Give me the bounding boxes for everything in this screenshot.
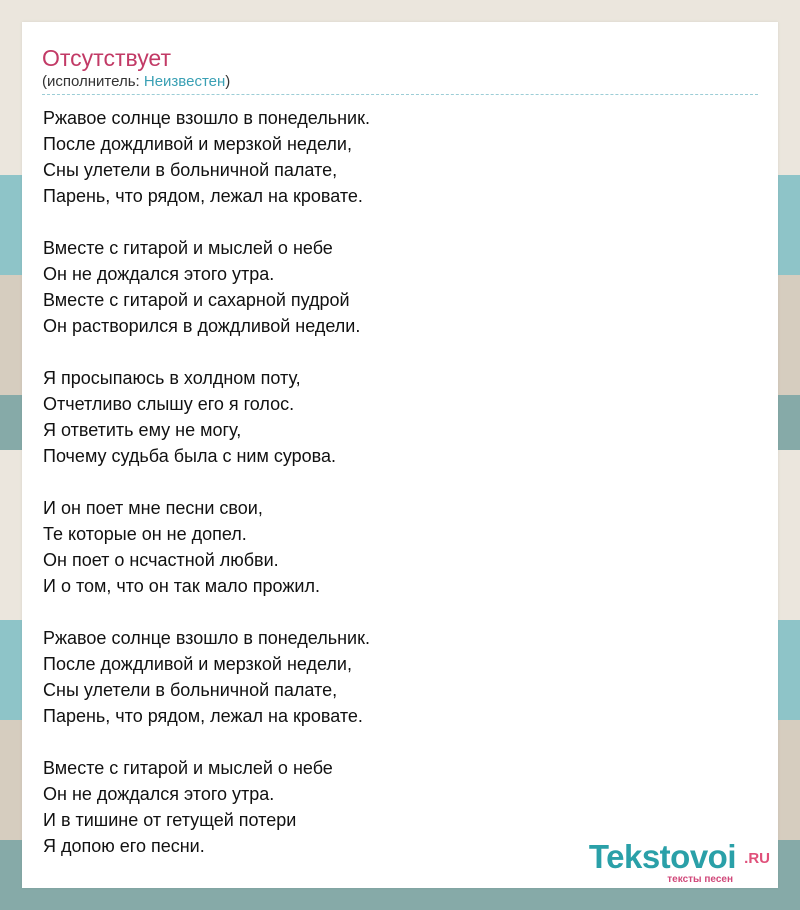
- performer-line: [42, 73, 230, 91]
- logo-tld: .RU: [744, 850, 770, 867]
- lyric-line: Парень, что рядом, лежал на кровате.: [43, 186, 363, 206]
- lyric-line: Вместе с гитарой и мыслей о небе: [43, 238, 333, 258]
- lyric-line: Я ответить ему не могу,: [43, 420, 242, 440]
- performer-prefix: (исполнитель:: [42, 73, 144, 90]
- lyric-line: Сны улетели в больничной палате,: [43, 680, 338, 700]
- lyric-line: Он не дождался этого утра.: [43, 784, 275, 804]
- header-divider: [42, 94, 758, 95]
- lyric-line: После дождливой и мерзкой недели,: [43, 134, 352, 154]
- lyric-line: Сны улетели в больничной палате,: [43, 160, 338, 180]
- performer-link[interactable]: Неизвестен: [143, 73, 226, 90]
- lyric-line: Он не дождался этого утра.: [43, 264, 275, 284]
- lyrics-card: [22, 22, 778, 888]
- song-title: Отсутствует: [42, 45, 171, 71]
- lyric-line: Он поет о нсчастной любви.: [43, 550, 279, 570]
- lyric-line: Те которые он не допел.: [43, 524, 247, 544]
- lyric-line: Он растворился в дождливой недели.: [43, 316, 361, 336]
- stanza-4: [43, 495, 743, 599]
- lyric-line: Ржавое солнце взошло в понедельник.: [43, 628, 370, 648]
- lyric-line: И в тишине от гетущей потери: [43, 810, 297, 830]
- stanza-1: [43, 105, 743, 209]
- stanza-5: [43, 625, 743, 729]
- stanza-3: [43, 365, 743, 469]
- performer-suffix: ): [225, 73, 231, 90]
- lyric-line: И он поет мне песни свои,: [43, 498, 263, 518]
- site-logo[interactable]: [560, 838, 770, 888]
- lyric-line: Вместе с гитарой и мыслей о небе: [43, 758, 333, 778]
- lyric-line: Парень, что рядом, лежал на кровате.: [43, 706, 363, 726]
- lyric-line: Почему судьба была с ним сурова.: [43, 446, 337, 466]
- lyrics-body: [43, 105, 743, 885]
- stanza-2: [43, 235, 743, 339]
- logo-tagline: тексты песен: [667, 874, 733, 885]
- lyric-line: Отчетливо слышу его я голос.: [43, 394, 295, 414]
- lyric-line: Ржавое солнце взошло в понедельник.: [43, 108, 370, 128]
- logo-wordmark: Tekstovoi: [588, 838, 736, 875]
- lyric-line: Я просыпаюсь в холдном поту,: [43, 368, 301, 388]
- lyric-line: Вместе с гитарой и сахарной пудрой: [43, 290, 350, 310]
- lyric-line: После дождливой и мерзкой недели,: [43, 654, 352, 674]
- lyric-line: Я допою его песни.: [43, 836, 205, 856]
- lyric-line: И о том, что он так мало прожил.: [43, 576, 320, 596]
